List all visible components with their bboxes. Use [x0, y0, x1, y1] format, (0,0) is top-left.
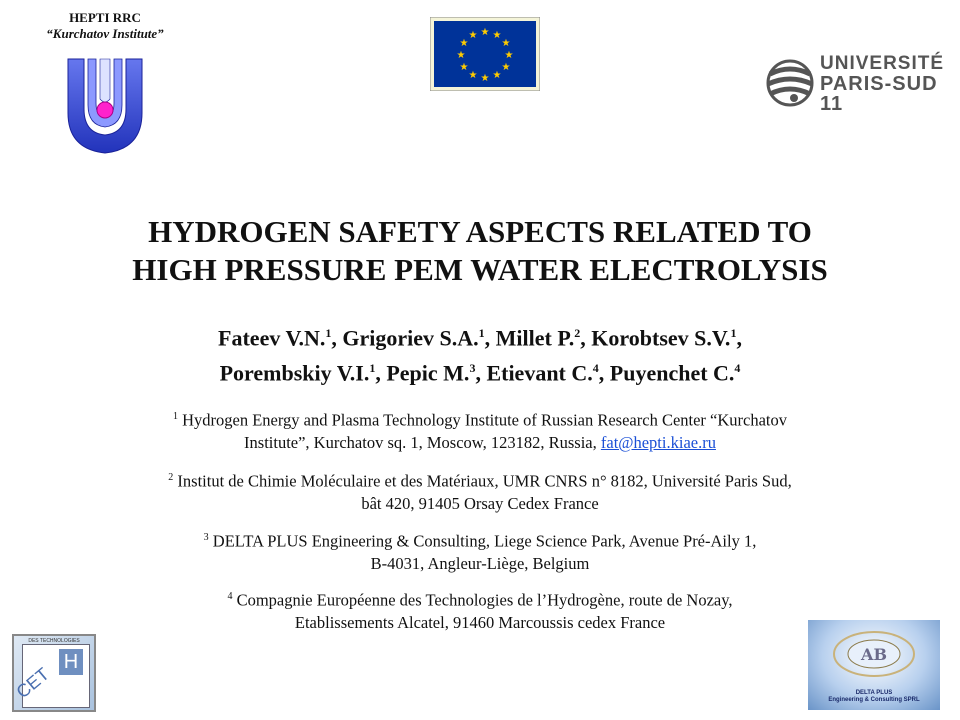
author-affil-mark: 3 — [469, 361, 476, 376]
cet-ring-top: DES TECHNOLOGIES — [28, 638, 80, 644]
svg-text:★: ★ — [459, 38, 469, 49]
author-affil-mark: 1 — [325, 326, 332, 340]
author-separator: , — [375, 360, 387, 386]
affiliation-2 — [0, 467, 960, 515]
svg-text:★: ★ — [456, 50, 466, 61]
delta-emblem-icon — [808, 620, 940, 690]
hepti-institute: “Kurchatov Institute” — [46, 26, 164, 41]
svg-text:★: ★ — [501, 62, 511, 73]
affiliation-text: Compagnie Européenne des Technologies de l’Hydrogène, route de Nozay, — [236, 590, 733, 610]
hepti-emblem-icon — [62, 55, 148, 155]
author-name: Grigoriev S.A. — [342, 325, 479, 351]
hepti-name: HEPTI RRC — [69, 10, 141, 25]
author-name: Korobtsev S.V. — [591, 325, 731, 351]
delta-caption: DELTA PLUS — [855, 690, 893, 696]
hepti-logo-caption — [0, 10, 210, 42]
author-name: Porembskiy V.I. — [219, 360, 370, 386]
eu-flag-icon — [430, 17, 540, 91]
affiliation-number: 4 — [227, 591, 233, 602]
paris-sud-label: PARIS-SUD 11 — [820, 73, 938, 115]
author-separator: , — [598, 360, 610, 386]
svg-text:★: ★ — [480, 27, 490, 38]
author-name: Pepic M. — [386, 360, 470, 386]
email-link[interactable]: fat@hepti.kiae.ru — [600, 432, 716, 452]
universite-paris-sud-logo — [764, 50, 945, 116]
title-line-1: HYDROGEN SAFETY ASPECTS RELATED TO — [148, 214, 812, 249]
svg-text:★: ★ — [480, 73, 490, 84]
author-list — [0, 318, 960, 389]
svg-text:★: ★ — [492, 70, 502, 81]
author-name: Fateev V.N. — [218, 325, 326, 351]
universite-label: UNIVERSITÉ — [820, 53, 945, 74]
globe-icon — [764, 50, 816, 116]
delta-caption-sub: Engineering & Consulting SPRL — [828, 697, 920, 703]
svg-text:★: ★ — [468, 70, 478, 81]
svg-text:★: ★ — [501, 38, 511, 49]
author-affil-mark: 2 — [574, 326, 581, 340]
author-separator: , — [580, 325, 592, 351]
author-affil-mark: 4 — [734, 361, 741, 376]
affiliation-text: B-4031, Angleur-Liège, Belgium — [370, 553, 590, 573]
affiliation-text: DELTA PLUS Engineering & Consulting, Liege Science Park, Avenue Pré-Aily 1, — [212, 531, 757, 551]
author-affil-mark: 1 — [369, 361, 376, 376]
affiliation-text: Institut de Chimie Moléculaire et des Matériaux, UMR CNRS n° 8182, Université Paris Sud, — [177, 471, 792, 491]
cet-h-letter: H — [59, 649, 83, 675]
authors-line-2 — [0, 353, 960, 388]
svg-text:AB: AB — [861, 645, 887, 664]
svg-text:★: ★ — [459, 62, 469, 73]
author-name: Etievant C. — [486, 360, 593, 386]
affiliation-number: 2 — [168, 472, 174, 483]
affiliation-3 — [0, 527, 960, 575]
author-affil-mark: 1 — [478, 326, 485, 340]
authors-line-1 — [0, 318, 960, 353]
affiliation-text: Etablissements Alcatel, 91460 Marcoussis cedex France — [294, 612, 666, 632]
author-separator: , — [475, 360, 487, 386]
svg-text:★: ★ — [504, 50, 514, 61]
author-separator: , — [736, 325, 742, 351]
author-name: Puyenchet C. — [609, 360, 735, 386]
affiliation-text: Institute”, Kurchatov sq. 1, Moscow, 123182, Russia, — [244, 432, 601, 452]
author-affil-mark: 1 — [730, 326, 737, 340]
page-title — [0, 213, 960, 289]
affiliation-number: 3 — [203, 532, 209, 543]
author-affil-mark: 4 — [592, 361, 599, 376]
delta-plus-logo — [808, 620, 940, 710]
author-separator: , — [331, 325, 343, 351]
affiliation-number: 1 — [172, 411, 178, 422]
cet-letters: CET — [12, 663, 53, 703]
author-name: Millet P. — [495, 325, 575, 351]
svg-text:★: ★ — [492, 30, 502, 41]
affiliation-text: bât 420, 91405 Orsay Cedex France — [361, 493, 599, 513]
cet-logo — [12, 634, 96, 712]
title-line-2: HIGH PRESSURE PEM WATER ELECTROLYSIS — [132, 252, 828, 287]
affiliation-text: Hydrogen Energy and Plasma Technology Institute of Russian Research Center “Kurchatov — [182, 410, 788, 430]
affiliation-1 — [0, 406, 960, 454]
author-separator: , — [484, 325, 496, 351]
svg-text:★: ★ — [468, 30, 478, 41]
